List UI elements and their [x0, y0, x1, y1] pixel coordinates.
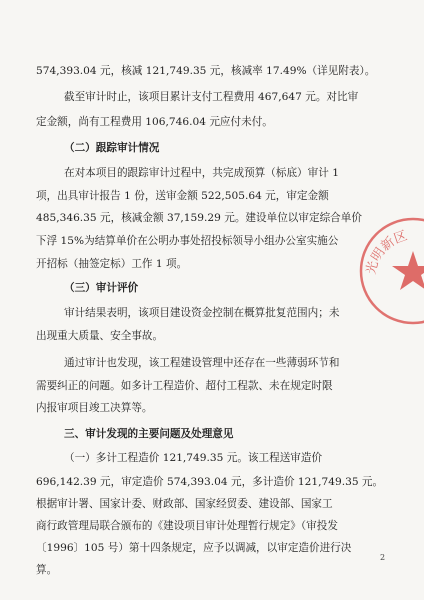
- text-line: 截至审计时止，该项目累计支付工程费用 467,647 元。对比审: [64, 91, 359, 103]
- text-line: 696,142.39 元，审定造价 574,393.04 元，多计造价 121,749.35 元。: [36, 476, 384, 488]
- text-line: 在对本项目的跟踪审计过程中，共完成预算（标底）审计 1: [64, 167, 339, 179]
- seal-text: 光明新区: [363, 228, 410, 276]
- text-line: 定金额，尚有工程费用 106,746.04 元应付未付。: [36, 116, 273, 128]
- text-line: 485,346.35 元，核减金额 37,159.29 元。建设单位以审定综合单价: [36, 212, 362, 224]
- page-number: 2: [380, 553, 386, 562]
- text-line: 内报审项目竣工决算等。: [36, 402, 153, 414]
- text-line: 根据审计署、国家计委、财政部、国家经贸委、建设部、国家工: [36, 498, 333, 510]
- seal-star-icon: [392, 251, 424, 290]
- section-heading: （三）审计评价: [64, 282, 139, 294]
- text-line: 商行政管理局联合颁布的《建设项目审计处理暂行规定》（审投发: [36, 520, 338, 532]
- official-seal-stamp: [355, 213, 424, 329]
- section-heading: （二）跟踪审计情况: [64, 142, 160, 154]
- text-line: 算。: [36, 564, 58, 576]
- section-heading: 三、审计发现的主要问题及处理意见: [64, 428, 234, 440]
- text-line: 〔1996〕105 号）第十四条规定，应予以调减，以审定造价进行决: [36, 542, 352, 554]
- text-line: 审计结果表明，该项目建设资金控制在概算批复范围内；未: [64, 307, 340, 319]
- text-line: 开招标（抽签定标）工作 1 项。: [36, 258, 188, 270]
- text-line: （一）多计工程造价 121,749.35 元。该工程送审造价: [64, 452, 323, 464]
- text-line: 574,393.04 元，核减 121,749.35 元，核减率 17.49%（详见附表）。: [36, 65, 376, 77]
- text-line: 项，出具审计报告 1 份，送审金额 522,505.64 元，审定金额: [36, 190, 329, 202]
- text-line: 下浮 15%为结算单价在公明办事处招投标领导小组办公室实施公: [36, 235, 339, 247]
- text-line: 需要纠正的问题。如多计工程造价、超付工程款、未在规定时限: [36, 380, 333, 392]
- text-line: 通过审计也发现，该工程建设管理中还存在一些薄弱环节和: [64, 357, 340, 369]
- text-line: 出现重大质量、安全事故。: [36, 330, 164, 342]
